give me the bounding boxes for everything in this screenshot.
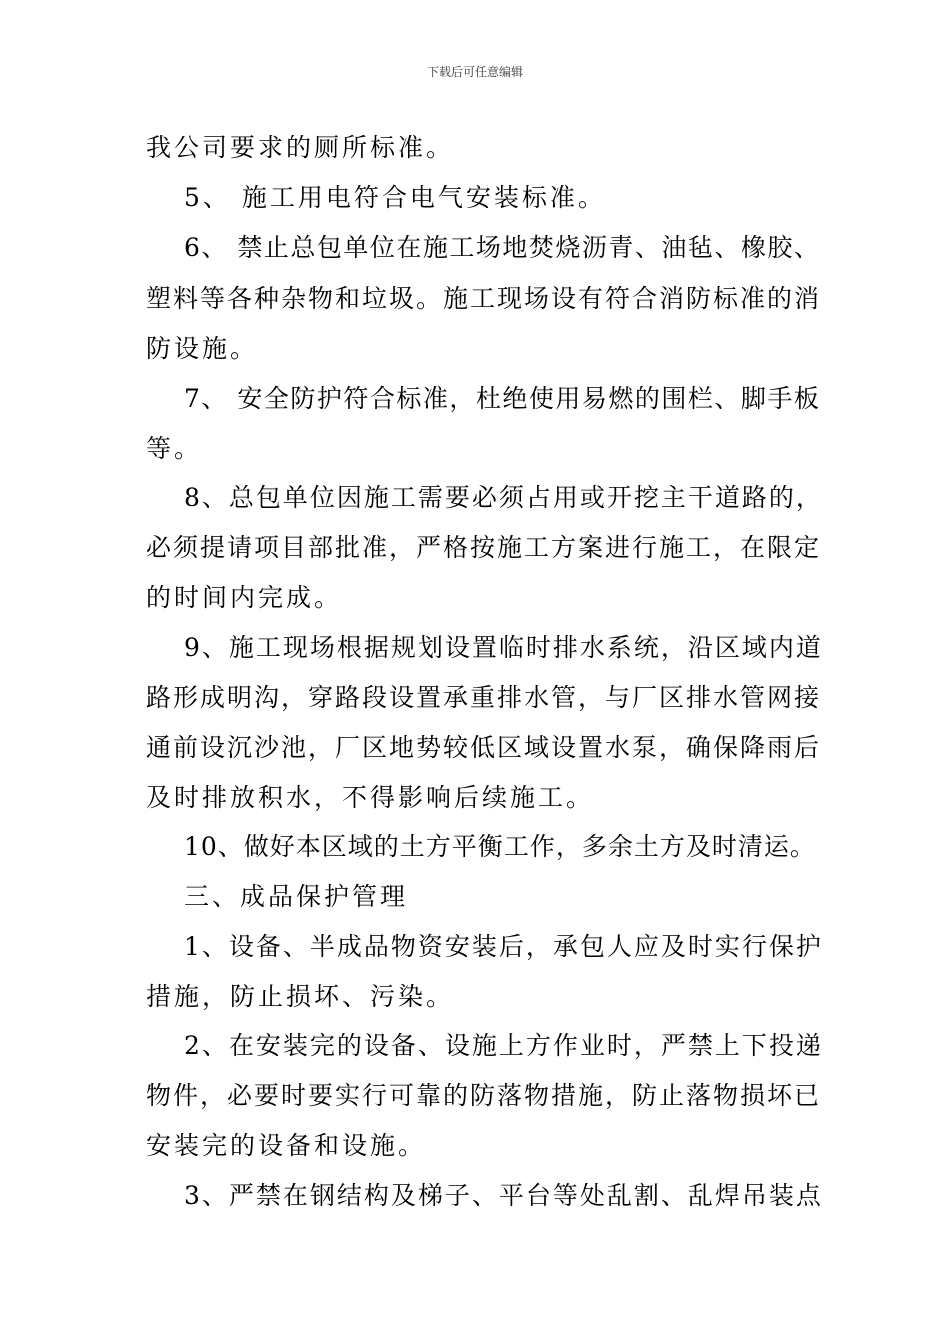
text-line: 塑料等各种杂物和垃圾。施工现场设有符合消防标准的消: [146, 284, 822, 313]
text-line: 8、总包单位因施工需要必须占用或开挖主干道路的，: [184, 483, 823, 512]
text-line: 措施，防止损坏、污染。: [146, 982, 455, 1011]
text-line: 1、设备、半成品物资安装后，承包人应及时实行保护: [184, 932, 823, 961]
text-line: 安装完的设备和设施。: [146, 1131, 427, 1160]
text-line: 必须提请项目部批准，严格按施工方案进行施工，在限定: [146, 533, 822, 562]
text-line: 路形成明沟，穿路段设置承重排水管，与厂区排水管网接: [146, 683, 822, 712]
text-line: 5、 施工用电符合电气安装标准。: [184, 183, 606, 212]
text-line: 的时间内完成。: [146, 583, 343, 612]
text-line: 及时排放积水，不得影响后续施工。: [146, 783, 595, 812]
text-line: 3、严禁在钢结构及梯子、平台等处乱割、乱焊吊装点: [184, 1181, 823, 1210]
text-line: 2、在安装完的设备、设施上方作业时，严禁上下投递: [184, 1031, 823, 1060]
text-line: 防设施。: [146, 334, 259, 363]
text-line: 通前设沉沙池，厂区地势较低区域设置水泵，确保降雨后: [146, 733, 822, 762]
text-line: 6、 禁止总包单位在施工场地焚烧沥青、油毡、橡胶、: [184, 233, 821, 262]
page-header: 下载后可任意编辑: [426, 65, 523, 79]
text-line: 物件，必要时要实行可靠的防落物措施，防止落物损坏已: [146, 1081, 822, 1110]
section-heading: 三、成品保护管理: [184, 882, 409, 911]
text-line: 10、做好本区域的土方平衡工作，多余土方及时清运。: [184, 832, 816, 861]
text-line: 9、施工现场根据规划设置临时排水系统，沿区域内道: [184, 633, 823, 662]
text-line: 等。: [146, 434, 203, 463]
text-line: 我公司要求的厕所标准。: [146, 133, 455, 162]
text-line: 7、 安全防护符合标准，杜绝使用易燃的围栏、脚手板: [184, 384, 821, 413]
